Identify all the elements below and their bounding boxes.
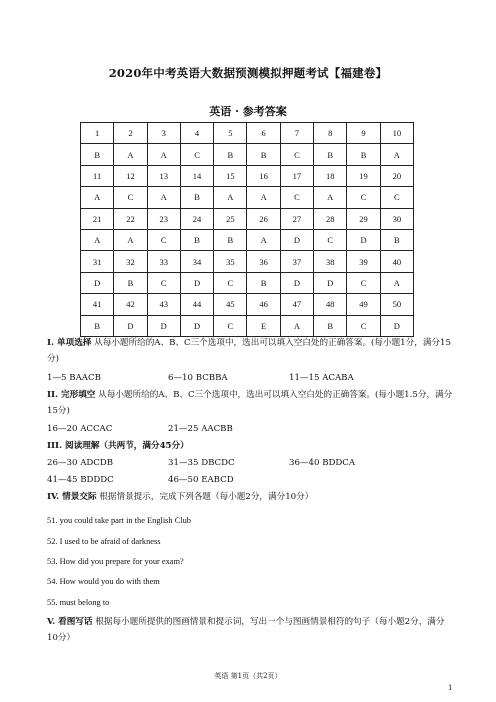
answer-cell: A bbox=[214, 187, 247, 208]
question-number-cell: 49 bbox=[347, 294, 380, 315]
question-number-cell: 27 bbox=[280, 208, 313, 229]
answer-cell: A bbox=[114, 144, 147, 165]
question-number-cell: 5 bbox=[214, 123, 247, 144]
page-subtitle: 英语 · 参考答案 bbox=[209, 105, 287, 118]
question-number-cell: 48 bbox=[314, 294, 347, 315]
question-number-cell: 17 bbox=[280, 165, 313, 186]
answer-group: 6—10 BCBBA bbox=[168, 373, 228, 383]
answer-cell: D bbox=[114, 315, 147, 336]
section-2-answers bbox=[47, 424, 455, 438]
answer-cell: D bbox=[347, 229, 380, 250]
question-number-cell: 14 bbox=[180, 165, 213, 186]
question-number-cell: 42 bbox=[114, 294, 147, 315]
question-number-cell: 40 bbox=[380, 251, 413, 272]
section-4-text: 根据情景提示，完成下列各题（每小题2分，满分10分） bbox=[99, 492, 314, 502]
answer-group: 16—20 ACCAC bbox=[47, 424, 113, 434]
question-number-cell: 1 bbox=[81, 123, 114, 144]
question-number-cell: 21 bbox=[81, 208, 114, 229]
question-number-cell: 47 bbox=[280, 294, 313, 315]
question-number-cell: 2 bbox=[114, 123, 147, 144]
answer-cell: B bbox=[314, 144, 347, 165]
question-number-cell: 10 bbox=[380, 123, 413, 144]
question-number-cell: 12 bbox=[114, 165, 147, 186]
answer-group: 41—45 BDDDC bbox=[47, 475, 114, 485]
question-number-cell: 22 bbox=[114, 208, 147, 229]
answer-cell: B bbox=[347, 144, 380, 165]
answer-row bbox=[81, 229, 414, 250]
section-2-text: 从每小题所给的A、B、C三个选项中，选出可以填入空白处的正确答案。(每小题1.5分，满分15分) bbox=[47, 390, 453, 416]
question-number-cell: 19 bbox=[347, 165, 380, 186]
answer-cell: B bbox=[114, 272, 147, 293]
answer-cell: A bbox=[114, 229, 147, 250]
section-3-instructions bbox=[47, 438, 455, 454]
answer-group: 26—30 ADCDB bbox=[47, 458, 114, 468]
answer-line: 54. How would you do with them bbox=[47, 577, 160, 586]
answer-cell: A bbox=[380, 144, 413, 165]
answer-table bbox=[80, 122, 414, 337]
section-1-answers bbox=[47, 373, 455, 387]
question-number-cell: 4 bbox=[180, 123, 213, 144]
question-number-cell: 25 bbox=[214, 208, 247, 229]
answer-group: 46—50 EABCD bbox=[168, 475, 234, 485]
answer-row bbox=[81, 272, 414, 293]
answer-cell: B bbox=[214, 144, 247, 165]
answer-cell: C bbox=[280, 144, 313, 165]
answer-cell: D bbox=[314, 272, 347, 293]
answer-cell: A bbox=[380, 272, 413, 293]
answer-cell: C bbox=[114, 187, 147, 208]
answer-cell: A bbox=[247, 229, 280, 250]
question-number-row bbox=[81, 165, 414, 186]
answer-group: 11—15 ACABA bbox=[289, 373, 354, 383]
answer-cell: B bbox=[180, 229, 213, 250]
answer-line: 52. I used to be afraid of darkness bbox=[47, 537, 161, 546]
question-number-cell: 11 bbox=[81, 165, 114, 186]
question-number-cell: 13 bbox=[147, 165, 180, 186]
question-number-cell: 34 bbox=[180, 251, 213, 272]
answer-cell: C bbox=[280, 187, 313, 208]
answer-cell: C bbox=[314, 229, 347, 250]
answer-group: 36—40 BDDCA bbox=[289, 458, 356, 468]
answer-cell: B bbox=[247, 144, 280, 165]
question-number-cell: 15 bbox=[214, 165, 247, 186]
question-number-cell: 28 bbox=[314, 208, 347, 229]
answer-cell: C bbox=[180, 144, 213, 165]
section-5-text: 根据每小题所提供的图画情景和提示词，写出一个与图画情景相符的句子（每小题2分，满分10分） bbox=[47, 617, 445, 643]
question-number-cell: 43 bbox=[147, 294, 180, 315]
question-number-cell: 45 bbox=[214, 294, 247, 315]
question-number-cell: 23 bbox=[147, 208, 180, 229]
question-number-cell: 38 bbox=[314, 251, 347, 272]
question-number-cell: 9 bbox=[347, 123, 380, 144]
answer-cell: C bbox=[347, 272, 380, 293]
answer-cell: E bbox=[247, 315, 280, 336]
question-number-cell: 32 bbox=[114, 251, 147, 272]
answer-cell: C bbox=[147, 229, 180, 250]
question-number-row bbox=[81, 251, 414, 272]
answer-row bbox=[81, 187, 414, 208]
question-number-cell: 26 bbox=[247, 208, 280, 229]
answer-cell: C bbox=[380, 187, 413, 208]
answer-line: 51. you could take part in the English Club bbox=[47, 516, 191, 525]
answer-cell: B bbox=[180, 187, 213, 208]
answer-cell: C bbox=[347, 187, 380, 208]
answer-cell: C bbox=[347, 315, 380, 336]
section-2-heading: II. 完形填空 bbox=[47, 390, 96, 400]
section-5-heading: V. 看图写话 bbox=[47, 617, 93, 627]
question-number-cell: 8 bbox=[314, 123, 347, 144]
question-number-cell: 36 bbox=[247, 251, 280, 272]
answer-cell: A bbox=[147, 187, 180, 208]
answer-cell: A bbox=[147, 144, 180, 165]
answer-cell: B bbox=[380, 229, 413, 250]
answer-cell: A bbox=[247, 187, 280, 208]
answer-cell: D bbox=[180, 315, 213, 336]
question-number-cell: 30 bbox=[380, 208, 413, 229]
page-footer: 英语 第1页（共2页） bbox=[214, 672, 282, 680]
answer-line: 53. How did you prepare for your exam? bbox=[47, 557, 184, 566]
answer-cell: D bbox=[81, 272, 114, 293]
answer-cell: B bbox=[314, 315, 347, 336]
answer-group: 21—25 AACBB bbox=[168, 424, 233, 434]
question-number-cell: 3 bbox=[147, 123, 180, 144]
section-3-answers-row2 bbox=[47, 475, 455, 489]
answer-cell: A bbox=[314, 187, 347, 208]
section-3-heading: III. 阅读理解（共两节，满分45分） bbox=[47, 441, 189, 451]
answer-cell: C bbox=[214, 315, 247, 336]
answer-cell: B bbox=[81, 144, 114, 165]
section-2-instructions bbox=[47, 387, 455, 419]
section-1-instructions bbox=[47, 335, 455, 367]
answer-row bbox=[81, 144, 414, 165]
answer-cell: B bbox=[214, 229, 247, 250]
answer-cell: C bbox=[214, 272, 247, 293]
question-number-cell: 24 bbox=[180, 208, 213, 229]
answer-cell: D bbox=[280, 272, 313, 293]
answer-group: 1—5 BAACB bbox=[47, 373, 101, 383]
answer-row bbox=[81, 315, 414, 336]
answer-cell: A bbox=[280, 315, 313, 336]
answer-cell: B bbox=[247, 272, 280, 293]
answer-group: 31—35 DBCDC bbox=[168, 458, 235, 468]
question-number-cell: 39 bbox=[347, 251, 380, 272]
answer-cell: D bbox=[280, 229, 313, 250]
answer-cell: C bbox=[147, 272, 180, 293]
question-number-row bbox=[81, 123, 414, 144]
answer-cell: B bbox=[81, 315, 114, 336]
page-number: 1 bbox=[448, 684, 453, 692]
question-number-cell: 31 bbox=[81, 251, 114, 272]
answer-line: 55. must belong to bbox=[47, 598, 110, 607]
question-number-row bbox=[81, 294, 414, 315]
question-number-cell: 44 bbox=[180, 294, 213, 315]
section-3-answers-row1 bbox=[47, 458, 455, 472]
question-number-cell: 46 bbox=[247, 294, 280, 315]
answer-cell: D bbox=[380, 315, 413, 336]
section-1-heading: I. 单项选择 bbox=[47, 338, 92, 348]
question-number-cell: 16 bbox=[247, 165, 280, 186]
answer-cell: D bbox=[147, 315, 180, 336]
answer-cell: A bbox=[81, 187, 114, 208]
question-number-cell: 33 bbox=[147, 251, 180, 272]
section-4-heading: IV. 情景交际 bbox=[47, 492, 97, 502]
section-1-text: 从每小题所给的A、B、C三个选项中，选出可以填入空白处的正确答案。(每小题1分，满分15分) bbox=[47, 338, 451, 364]
page-title: 2020年中考英语大数据预测模拟押题考试【福建卷】 bbox=[108, 66, 388, 80]
question-number-cell: 41 bbox=[81, 294, 114, 315]
section-4-instructions bbox=[47, 489, 455, 505]
answer-cell: D bbox=[180, 272, 213, 293]
question-number-cell: 35 bbox=[214, 251, 247, 272]
question-number-cell: 6 bbox=[247, 123, 280, 144]
section-5-instructions bbox=[47, 614, 455, 646]
question-number-cell: 20 bbox=[380, 165, 413, 186]
question-number-cell: 7 bbox=[280, 123, 313, 144]
question-number-cell: 50 bbox=[380, 294, 413, 315]
question-number-row bbox=[81, 208, 414, 229]
question-number-cell: 37 bbox=[280, 251, 313, 272]
question-number-cell: 29 bbox=[347, 208, 380, 229]
answer-cell: A bbox=[81, 229, 114, 250]
question-number-cell: 18 bbox=[314, 165, 347, 186]
